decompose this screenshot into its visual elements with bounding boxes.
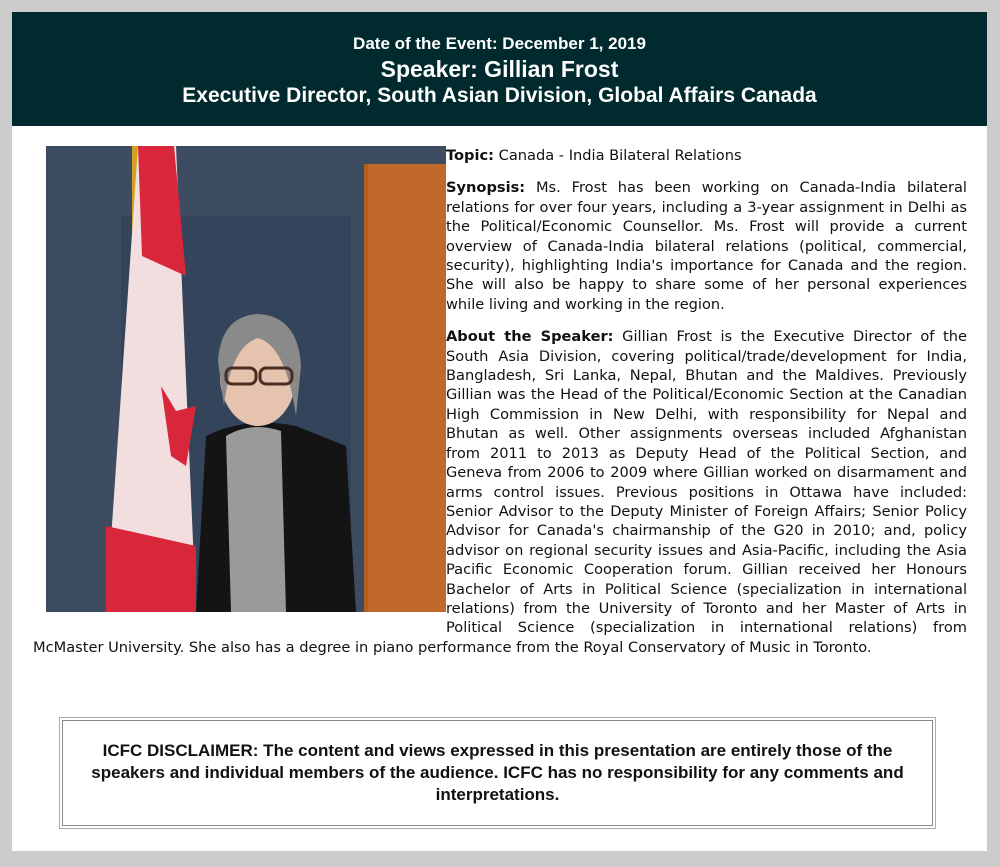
topic-label: Topic:	[446, 147, 494, 164]
disclaimer-box	[62, 720, 933, 826]
about-text: Gillian Frost is the Executive Director of the South Asia Division, covering political/trade/development for India, Bangladesh, Sri Lanka, Nepal, Bhutan and the Maldives. Previously Gillian was the Head of the Political/Economic Section at the Canadian High Commission in New Delhi, with responsibility for Nepal and Bhutan as well. Other assignments overseas included Afghanistan from 2011 to 2013 as Deputy Head of the Political Section, and Geneva from 2006 to 2009 where Gillian worked on disarmament and arms control issues. Previous positions in Ottawa have included: Senior Advisor to the Deputy Minister of Foreign Affairs; Senior Policy Advisor for Canada's chairmanship of the G20 in 2010; and, policy advisor on regional security issues and Asia-Pacific, including the Asia Pacific Economic Cooperation forum. Gillian received her Honours Bachelor of Arts in Political Science (specialization in international relations) from the University of Toronto and her Master of Arts in Political Science (specialization in international relations) from McMaster University. She also has a degree in piano performance from the Royal Conservatory of Music in Toronto.	[33, 328, 967, 656]
event-date: Date of the Event: December 1, 2019	[353, 34, 646, 53]
event-details	[33, 146, 967, 670]
about-label: About the Speaker:	[446, 328, 614, 346]
topic-text: Canada - India Bilateral Relations	[493, 147, 742, 164]
speaker-name: Speaker: Gillian Frost	[380, 56, 619, 82]
event-card	[12, 12, 987, 851]
event-header	[12, 12, 987, 126]
synopsis-text: Ms. Frost has been working on Canada-India bilateral relations for over four years, including a 3-year assignment in Delhi as the Political/Economic Counsellor. Ms. Frost will provide a current overview of Canada-India bilateral relations (political, commercial, security), highlighting India's importance for Canada and the region. She will also be happy to share some of her personal experiences while living and working in the region.	[446, 179, 967, 313]
speaker-title: Executive Director, South Asian Division, Global Affairs Canada	[182, 84, 817, 107]
disclaimer-text: ICFC DISCLAIMER: The content and views expressed in this presentation are entirely those of the speakers and individual members of the audience. ICFC has no responsibility for any comments and interpretations.	[91, 741, 904, 804]
synopsis-label: Synopsis:	[446, 179, 526, 197]
